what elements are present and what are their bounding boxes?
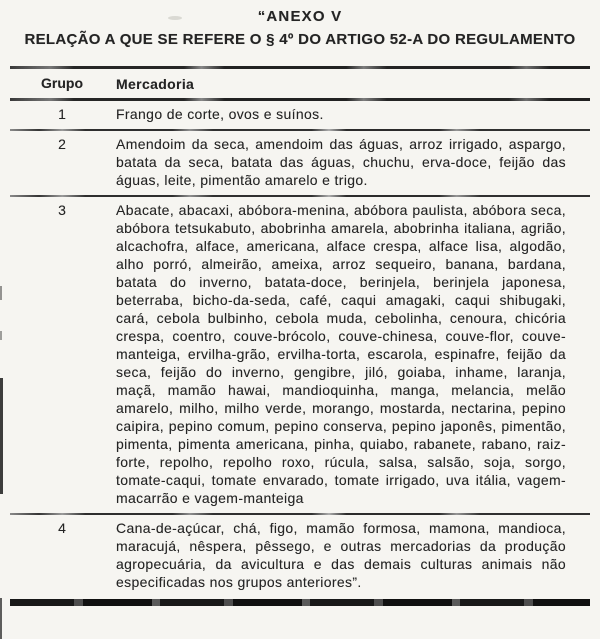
grupo-cell: 2 [58, 136, 66, 152]
scan-edge-artifact [0, 286, 2, 300]
annex-title: “ANEXO V [257, 8, 343, 25]
table-bottom-rule [10, 599, 590, 606]
grupo-cell: 1 [58, 106, 66, 122]
table-row [10, 515, 590, 597]
table-row [10, 197, 590, 513]
grupo-cell: 4 [58, 520, 66, 536]
goods-table [10, 66, 590, 606]
table-header-row [10, 69, 590, 98]
regulation-reference-title: RELAÇÃO A QUE SE REFERE O § 4º DO ARTIGO 52-A DO REGULAMENTO [24, 31, 576, 48]
table-row [10, 131, 590, 195]
scan-smudge-artifact [168, 16, 182, 20]
scan-edge-artifact [0, 378, 3, 494]
column-header-grupo: Grupo [41, 75, 83, 91]
grupo-cell: 3 [58, 202, 66, 218]
scan-edge-artifact [0, 598, 2, 639]
mercadoria-cell: Cana-de-açúcar, chá, figo, mamão formosa, mamona, mandioca, maracujá, nêspera, pêssego, e outras mercadorias da produção agropecuária, da avicultura e das demais culturas animais não especificadas nos grupos anteriores”. [116, 520, 566, 590]
mercadoria-cell: Frango de corte, ovos e suínos. [116, 106, 324, 122]
mercadoria-cell: Abacate, abacaxi, abóbora-menina, abóbora paulista, abóbora seca, abóbora tetsukabuto, abobrinha amarela, abobrinha italiana, agrião, alcachofra, alface, americana, alface crespa, alface lisa, algodão, alho porró, almeirão, ameixa, arroz sequeiro, banana, bardana, batata do inverno, batata-doce, berinjela, berinjela japonesa, beterraba, bicho-da-seda, café, caqui amagaki, caqui shibugaki, cará, cebola bulbinho, cebola muda, cebolinha, cenoura, chicória crespa, coentro, couve-brócolo, couve-chinesa, couve-flor, couve-manteiga, ervilha-grão, ervilha-torta, escarola, espinafre, feijão da seca, feijão do inverno, gengibre, jiló, goiaba, inhame, laranja, maçã, mamão hawai, mandioquinha, manga, melancia, melão amarelo, milho, milho verde, morango, mostarda, nectarina, pepino caipira, pepino comum, pepino conserva, pepino japonês, pimentão, pimenta, pimenta americana, pinha, quiabo, rabanete, rabano, raiz-forte, repolho, repolho roxo, rúcula, salsa, salsão, soja, sorgo, tomate-caqui, tomate envarado, tomate irrigado, uva itália, vagem-macarrão e vagem-manteiga [116, 202, 566, 506]
table-row [10, 101, 590, 129]
column-header-mercadoria: Mercadoria [116, 76, 195, 92]
mercadoria-cell: Amendoim da seca, amendoim das águas, arroz irrigado, aspargo, batata da seca, batata das águas, chuchu, erva-doce, feijão das águas, leite, pimentão amarelo e trigo. [116, 136, 566, 188]
scan-edge-artifact [0, 331, 2, 340]
